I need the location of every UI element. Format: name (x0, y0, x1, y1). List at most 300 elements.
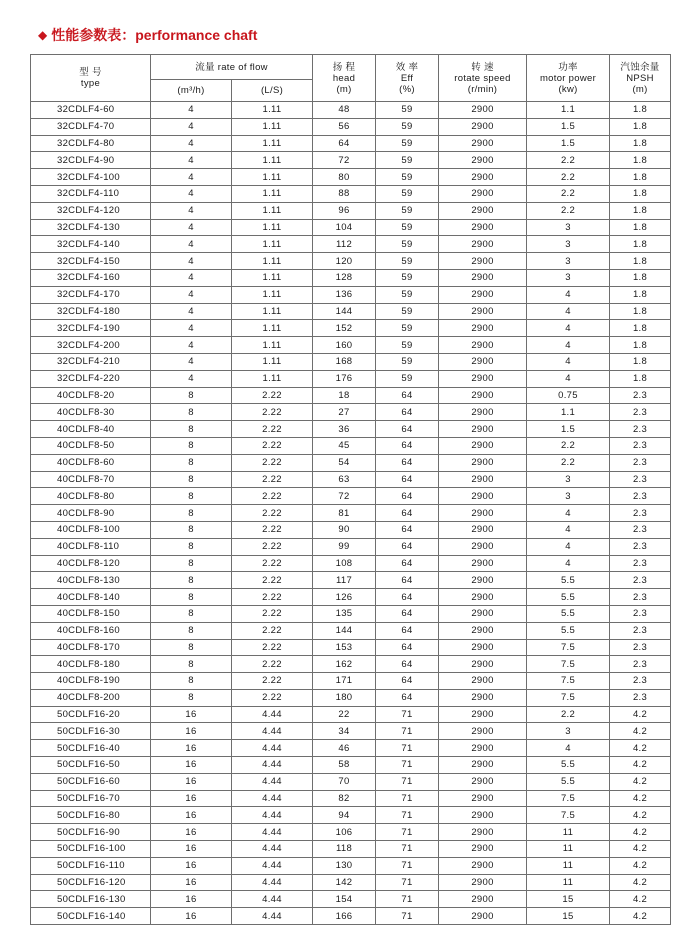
cell-head: 80 (313, 169, 376, 186)
cell-power: 2.2 (527, 437, 610, 454)
cell-head: 135 (313, 605, 376, 622)
cell-model: 40CDLF8-200 (31, 689, 151, 706)
cell-npsh: 4.2 (610, 773, 671, 790)
cell-power: 4 (527, 555, 610, 572)
cell-eff: 71 (376, 773, 439, 790)
cell-speed: 2900 (439, 505, 527, 522)
cell-model: 32CDLF4-150 (31, 253, 151, 270)
table-row (31, 622, 671, 639)
cell-head: 154 (313, 891, 376, 908)
cell-head: 162 (313, 656, 376, 673)
cell-flow-ls: 2.22 (232, 437, 313, 454)
cell-eff: 59 (376, 152, 439, 169)
cell-speed: 2900 (439, 236, 527, 253)
cell-flow-ls: 4.44 (232, 790, 313, 807)
cell-power: 11 (527, 857, 610, 874)
cell-npsh: 1.8 (610, 253, 671, 270)
cell-eff: 71 (376, 790, 439, 807)
cell-head: 27 (313, 404, 376, 421)
cell-speed: 2900 (439, 773, 527, 790)
cell-power: 4 (527, 370, 610, 387)
table-row (31, 656, 671, 673)
cell-npsh: 2.3 (610, 505, 671, 522)
cell-head: 56 (313, 118, 376, 135)
table-row (31, 135, 671, 152)
cell-head: 99 (313, 538, 376, 555)
table-row (31, 437, 671, 454)
cell-head: 63 (313, 471, 376, 488)
cell-power: 5.5 (527, 589, 610, 606)
cell-flow-ls: 1.11 (232, 202, 313, 219)
cell-npsh: 2.3 (610, 387, 671, 404)
cell-model: 40CDLF8-110 (31, 538, 151, 555)
cell-flow-m3h: 8 (151, 404, 232, 421)
cell-speed: 2900 (439, 521, 527, 538)
cell-npsh: 4.2 (610, 874, 671, 891)
cell-eff: 59 (376, 169, 439, 186)
cell-eff: 71 (376, 740, 439, 757)
cell-model: 40CDLF8-140 (31, 589, 151, 606)
table-row (31, 286, 671, 303)
cell-npsh: 2.3 (610, 521, 671, 538)
cell-model: 40CDLF8-60 (31, 454, 151, 471)
cell-flow-m3h: 4 (151, 320, 232, 337)
cell-flow-m3h: 4 (151, 219, 232, 236)
cell-head: 117 (313, 572, 376, 589)
cell-head: 180 (313, 689, 376, 706)
cell-npsh: 2.3 (610, 488, 671, 505)
cell-eff: 59 (376, 185, 439, 202)
cell-power: 2.2 (527, 169, 610, 186)
cell-speed: 2900 (439, 857, 527, 874)
table-row (31, 353, 671, 370)
cell-flow-m3h: 8 (151, 421, 232, 438)
cell-head: 144 (313, 303, 376, 320)
cell-flow-m3h: 8 (151, 639, 232, 656)
cell-eff: 64 (376, 387, 439, 404)
cell-power: 7.5 (527, 673, 610, 690)
cell-head: 22 (313, 706, 376, 723)
header-npsh (610, 55, 671, 102)
cell-head: 106 (313, 824, 376, 841)
table-row (31, 639, 671, 656)
header-power-unit: (kw) (558, 83, 578, 95)
header-head-unit: (m) (336, 83, 352, 95)
cell-npsh: 2.3 (610, 572, 671, 589)
table-row (31, 790, 671, 807)
cell-npsh: 2.3 (610, 454, 671, 471)
cell-flow-ls: 4.44 (232, 857, 313, 874)
cell-model: 50CDLF16-60 (31, 773, 151, 790)
cell-head: 144 (313, 622, 376, 639)
table-row (31, 421, 671, 438)
cell-npsh: 2.3 (610, 538, 671, 555)
cell-flow-m3h: 8 (151, 555, 232, 572)
cell-flow-m3h: 8 (151, 454, 232, 471)
header-flow-m3h: (m³/h) (151, 80, 232, 102)
cell-power: 4 (527, 740, 610, 757)
header-npsh-cn: 汽蚀余量 (620, 61, 660, 73)
cell-speed: 2900 (439, 421, 527, 438)
table-row (31, 387, 671, 404)
cell-eff: 71 (376, 908, 439, 925)
cell-npsh: 1.8 (610, 269, 671, 286)
cell-flow-m3h: 4 (151, 269, 232, 286)
cell-npsh: 1.8 (610, 102, 671, 119)
cell-speed: 2900 (439, 656, 527, 673)
cell-head: 81 (313, 505, 376, 522)
cell-speed: 2900 (439, 404, 527, 421)
cell-flow-ls: 2.22 (232, 639, 313, 656)
cell-model: 40CDLF8-40 (31, 421, 151, 438)
cell-flow-ls: 2.22 (232, 521, 313, 538)
cell-eff: 59 (376, 102, 439, 119)
cell-speed: 2900 (439, 202, 527, 219)
page-title (38, 25, 257, 45)
cell-model: 32CDLF4-220 (31, 370, 151, 387)
cell-flow-ls: 1.11 (232, 353, 313, 370)
cell-flow-ls: 1.11 (232, 169, 313, 186)
cell-head: 72 (313, 488, 376, 505)
header-eff-en: Eff (400, 72, 414, 84)
cell-flow-ls: 2.22 (232, 589, 313, 606)
table-row (31, 471, 671, 488)
cell-eff: 59 (376, 202, 439, 219)
cell-flow-m3h: 16 (151, 841, 232, 858)
cell-npsh: 1.8 (610, 236, 671, 253)
cell-flow-ls: 4.44 (232, 841, 313, 858)
cell-npsh: 1.8 (610, 320, 671, 337)
cell-model: 40CDLF8-150 (31, 605, 151, 622)
cell-eff: 64 (376, 437, 439, 454)
table-row (31, 253, 671, 270)
cell-flow-m3h: 8 (151, 505, 232, 522)
cell-model: 50CDLF16-40 (31, 740, 151, 757)
cell-power: 3 (527, 219, 610, 236)
cell-eff: 59 (376, 135, 439, 152)
cell-power: 7.5 (527, 656, 610, 673)
cell-power: 5.5 (527, 622, 610, 639)
cell-power: 11 (527, 824, 610, 841)
table-row (31, 152, 671, 169)
cell-npsh: 1.8 (610, 118, 671, 135)
table-row (31, 857, 671, 874)
cell-head: 108 (313, 555, 376, 572)
cell-npsh: 4.2 (610, 723, 671, 740)
cell-eff: 64 (376, 538, 439, 555)
cell-model: 50CDLF16-70 (31, 790, 151, 807)
cell-model: 32CDLF4-170 (31, 286, 151, 303)
cell-speed: 2900 (439, 370, 527, 387)
cell-speed: 2900 (439, 337, 527, 354)
cell-head: 171 (313, 673, 376, 690)
cell-speed: 2900 (439, 908, 527, 925)
cell-head: 176 (313, 370, 376, 387)
cell-npsh: 4.2 (610, 841, 671, 858)
cell-flow-ls: 1.11 (232, 118, 313, 135)
cell-power: 7.5 (527, 790, 610, 807)
cell-flow-m3h: 8 (151, 656, 232, 673)
table-row (31, 505, 671, 522)
cell-flow-ls: 2.22 (232, 471, 313, 488)
cell-speed: 2900 (439, 757, 527, 774)
cell-head: 128 (313, 269, 376, 286)
cell-model: 32CDLF4-90 (31, 152, 151, 169)
cell-speed: 2900 (439, 874, 527, 891)
cell-flow-ls: 1.11 (232, 219, 313, 236)
cell-flow-ls: 2.22 (232, 689, 313, 706)
cell-model: 40CDLF8-90 (31, 505, 151, 522)
cell-flow-m3h: 16 (151, 790, 232, 807)
cell-model: 32CDLF4-100 (31, 169, 151, 186)
cell-speed: 2900 (439, 841, 527, 858)
cell-model: 40CDLF8-120 (31, 555, 151, 572)
header-eff-unit: (%) (399, 83, 415, 95)
cell-npsh: 4.2 (610, 891, 671, 908)
header-head (313, 55, 376, 102)
cell-head: 88 (313, 185, 376, 202)
cell-speed: 2900 (439, 824, 527, 841)
cell-power: 0.75 (527, 387, 610, 404)
cell-eff: 71 (376, 824, 439, 841)
cell-flow-ls: 2.22 (232, 656, 313, 673)
cell-flow-ls: 2.22 (232, 387, 313, 404)
cell-model: 50CDLF16-20 (31, 706, 151, 723)
cell-eff: 64 (376, 505, 439, 522)
cell-speed: 2900 (439, 488, 527, 505)
cell-model: 50CDLF16-50 (31, 757, 151, 774)
cell-flow-m3h: 8 (151, 521, 232, 538)
cell-speed: 2900 (439, 118, 527, 135)
cell-npsh: 2.3 (610, 421, 671, 438)
cell-speed: 2900 (439, 353, 527, 370)
cell-flow-m3h: 8 (151, 572, 232, 589)
cell-head: 54 (313, 454, 376, 471)
cell-flow-m3h: 4 (151, 236, 232, 253)
cell-head: 48 (313, 102, 376, 119)
header-type-en: type (80, 78, 101, 89)
cell-eff: 59 (376, 219, 439, 236)
cell-flow-ls: 4.44 (232, 773, 313, 790)
cell-npsh: 2.3 (610, 622, 671, 639)
cell-flow-m3h: 4 (151, 202, 232, 219)
cell-speed: 2900 (439, 555, 527, 572)
cell-eff: 59 (376, 236, 439, 253)
table-row (31, 320, 671, 337)
cell-power: 5.5 (527, 773, 610, 790)
cell-eff: 64 (376, 471, 439, 488)
cell-speed: 2900 (439, 169, 527, 186)
cell-head: 45 (313, 437, 376, 454)
table-row (31, 706, 671, 723)
cell-flow-m3h: 4 (151, 353, 232, 370)
cell-speed: 2900 (439, 253, 527, 270)
cell-eff: 64 (376, 421, 439, 438)
cell-speed: 2900 (439, 320, 527, 337)
table-row (31, 118, 671, 135)
cell-power: 3 (527, 488, 610, 505)
header-eff (376, 55, 439, 102)
cell-speed: 2900 (439, 589, 527, 606)
table-row (31, 908, 671, 925)
cell-speed: 2900 (439, 673, 527, 690)
cell-speed: 2900 (439, 471, 527, 488)
cell-eff: 71 (376, 891, 439, 908)
cell-flow-m3h: 16 (151, 740, 232, 757)
cell-model: 32CDLF4-70 (31, 118, 151, 135)
cell-speed: 2900 (439, 102, 527, 119)
cell-eff: 59 (376, 253, 439, 270)
table-row (31, 673, 671, 690)
cell-head: 112 (313, 236, 376, 253)
cell-npsh: 2.3 (610, 404, 671, 421)
cell-speed: 2900 (439, 437, 527, 454)
cell-power: 4 (527, 286, 610, 303)
cell-power: 2.2 (527, 454, 610, 471)
cell-speed: 2900 (439, 723, 527, 740)
cell-speed: 2900 (439, 605, 527, 622)
cell-eff: 59 (376, 337, 439, 354)
table-row (31, 891, 671, 908)
cell-speed: 2900 (439, 269, 527, 286)
cell-head: 160 (313, 337, 376, 354)
cell-npsh: 2.3 (610, 471, 671, 488)
cell-head: 82 (313, 790, 376, 807)
header-power-en: motor power (539, 72, 597, 84)
cell-flow-ls: 2.22 (232, 673, 313, 690)
cell-flow-m3h: 8 (151, 488, 232, 505)
cell-head: 36 (313, 421, 376, 438)
cell-head: 166 (313, 908, 376, 925)
cell-npsh: 1.8 (610, 202, 671, 219)
cell-head: 120 (313, 253, 376, 270)
cell-flow-m3h: 16 (151, 874, 232, 891)
cell-head: 136 (313, 286, 376, 303)
cell-flow-m3h: 16 (151, 723, 232, 740)
cell-speed: 2900 (439, 706, 527, 723)
cell-npsh: 4.2 (610, 757, 671, 774)
cell-head: 130 (313, 857, 376, 874)
cell-flow-ls: 4.44 (232, 757, 313, 774)
cell-npsh: 1.8 (610, 135, 671, 152)
cell-head: 70 (313, 773, 376, 790)
cell-npsh: 1.8 (610, 152, 671, 169)
cell-eff: 64 (376, 572, 439, 589)
cell-flow-ls: 1.11 (232, 135, 313, 152)
cell-flow-m3h: 16 (151, 757, 232, 774)
cell-model: 32CDLF4-160 (31, 269, 151, 286)
cell-power: 1.1 (527, 102, 610, 119)
cell-npsh: 2.3 (610, 656, 671, 673)
cell-speed: 2900 (439, 185, 527, 202)
cell-model: 40CDLF8-190 (31, 673, 151, 690)
cell-power: 1.1 (527, 404, 610, 421)
cell-flow-ls: 2.22 (232, 505, 313, 522)
cell-speed: 2900 (439, 790, 527, 807)
cell-npsh: 4.2 (610, 706, 671, 723)
cell-flow-ls: 2.22 (232, 538, 313, 555)
cell-power: 1.5 (527, 118, 610, 135)
cell-power: 1.5 (527, 421, 610, 438)
cell-flow-m3h: 4 (151, 135, 232, 152)
cell-eff: 71 (376, 757, 439, 774)
cell-power: 4 (527, 303, 610, 320)
cell-flow-m3h: 16 (151, 706, 232, 723)
table-row (31, 555, 671, 572)
header-type (31, 55, 151, 102)
cell-npsh: 2.3 (610, 689, 671, 706)
cell-flow-m3h: 16 (151, 773, 232, 790)
cell-power: 5.5 (527, 572, 610, 589)
cell-head: 18 (313, 387, 376, 404)
cell-model: 40CDLF8-20 (31, 387, 151, 404)
cell-power: 4 (527, 521, 610, 538)
cell-power: 2.2 (527, 152, 610, 169)
cell-power: 4 (527, 337, 610, 354)
cell-power: 15 (527, 891, 610, 908)
table-row (31, 841, 671, 858)
cell-model: 32CDLF4-80 (31, 135, 151, 152)
cell-model: 32CDLF4-200 (31, 337, 151, 354)
cell-npsh: 1.8 (610, 286, 671, 303)
table-row (31, 723, 671, 740)
page-title-text: 性能参数表：performance chaft (51, 27, 258, 43)
cell-head: 118 (313, 841, 376, 858)
cell-eff: 71 (376, 874, 439, 891)
cell-eff: 64 (376, 605, 439, 622)
cell-model: 50CDLF16-80 (31, 807, 151, 824)
cell-head: 64 (313, 135, 376, 152)
cell-flow-ls: 4.44 (232, 706, 313, 723)
table-row (31, 202, 671, 219)
cell-head: 46 (313, 740, 376, 757)
header-power-cn: 功率 (558, 61, 578, 73)
table-row (31, 454, 671, 471)
cell-npsh: 4.2 (610, 908, 671, 925)
table-row (31, 689, 671, 706)
cell-flow-ls: 1.11 (232, 337, 313, 354)
cell-eff: 59 (376, 320, 439, 337)
cell-flow-m3h: 4 (151, 185, 232, 202)
cell-npsh: 2.3 (610, 673, 671, 690)
cell-npsh: 2.3 (610, 437, 671, 454)
cell-eff: 59 (376, 370, 439, 387)
cell-model: 50CDLF16-120 (31, 874, 151, 891)
diamond-icon: ◆ (38, 28, 48, 42)
cell-speed: 2900 (439, 891, 527, 908)
cell-power: 4 (527, 320, 610, 337)
cell-eff: 64 (376, 488, 439, 505)
cell-flow-m3h: 8 (151, 387, 232, 404)
table-row (31, 605, 671, 622)
cell-model: 32CDLF4-140 (31, 236, 151, 253)
cell-power: 2.2 (527, 185, 610, 202)
cell-power: 1.5 (527, 135, 610, 152)
cell-flow-ls: 1.11 (232, 320, 313, 337)
cell-power: 5.5 (527, 605, 610, 622)
header-npsh-unit: (m) (632, 83, 648, 95)
cell-eff: 64 (376, 555, 439, 572)
cell-npsh: 1.8 (610, 303, 671, 320)
cell-flow-m3h: 8 (151, 673, 232, 690)
cell-flow-m3h: 4 (151, 253, 232, 270)
header-flow: 流量 rate of flow (151, 55, 313, 80)
table-row (31, 757, 671, 774)
cell-flow-m3h: 16 (151, 807, 232, 824)
cell-flow-m3h: 4 (151, 152, 232, 169)
cell-power: 7.5 (527, 689, 610, 706)
cell-model: 40CDLF8-70 (31, 471, 151, 488)
